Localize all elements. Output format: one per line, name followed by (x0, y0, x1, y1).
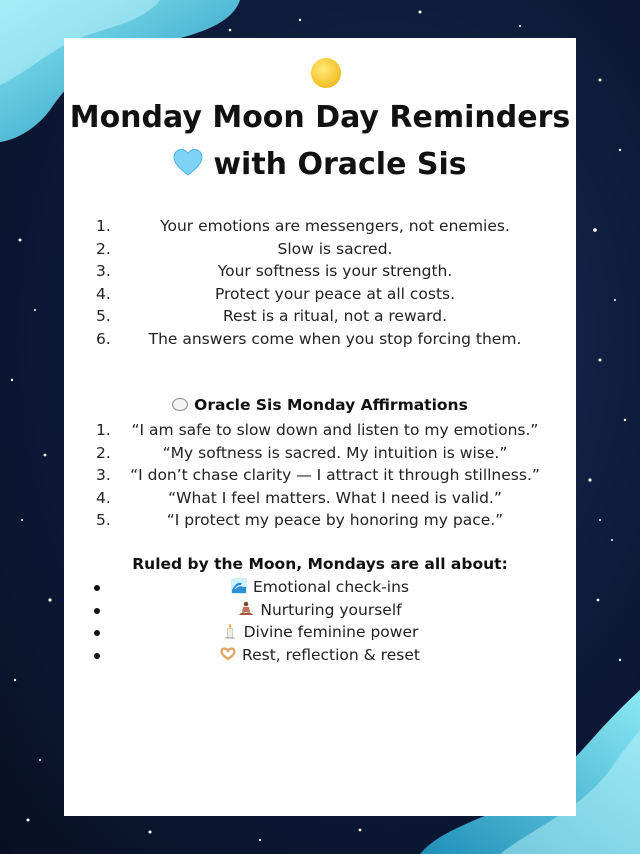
list-item (64, 328, 576, 351)
list-item (64, 576, 576, 599)
subtitle-text: with Oracle Sis (213, 147, 467, 182)
item-number: 5. (96, 307, 111, 326)
affirmations-heading-text: Oracle Sis Monday Affirmations (194, 396, 468, 414)
item-text: Protect your peace at all costs. (214, 284, 456, 303)
list-item (64, 260, 576, 283)
item-text: “My softness is sacred. My intuition is wise.” (162, 443, 508, 462)
candle-icon (222, 623, 238, 639)
list-item (64, 644, 576, 667)
ruled-heading: Ruled by the Moon, Mondays are all about: (132, 555, 508, 573)
reminders-list (64, 215, 576, 351)
item-text: Slow is sacred. (277, 239, 393, 258)
list-item (64, 487, 576, 510)
item-number: 2. (96, 443, 111, 462)
heart-hands-icon (220, 646, 236, 662)
page-title: Monday Moon Day Reminders (69, 100, 571, 135)
item-number: 4. (96, 488, 111, 507)
item-text: Rest, reflection & reset (242, 645, 420, 664)
list-item (64, 464, 576, 487)
item-text: “I don’t chase clarity — I attract it through stillness.” (130, 466, 540, 485)
item-number: 2. (96, 239, 111, 258)
item-text: Divine feminine power (243, 623, 419, 642)
bullet-dot (94, 630, 100, 636)
list-item (64, 509, 576, 532)
meditating-person-icon (238, 601, 254, 617)
bullet-dot (94, 653, 100, 659)
affirmations-list (64, 419, 576, 532)
item-number: 3. (96, 466, 111, 485)
bullet-dot (94, 608, 100, 614)
item-number: 3. (96, 262, 111, 281)
bullet-dot (94, 585, 100, 591)
list-item (64, 419, 576, 442)
item-text: Your emotions are messengers, not enemies. (160, 217, 510, 235)
list-item (64, 621, 576, 644)
list-item (64, 305, 576, 328)
item-text: “I protect my peace by honoring my pace.” (166, 511, 504, 530)
thought-bubble-icon (172, 398, 188, 411)
list-item (64, 599, 576, 622)
wave-icon (231, 578, 247, 594)
page-subtitle (64, 145, 576, 185)
item-text: Emotional check-ins (253, 578, 409, 596)
item-number: 4. (96, 284, 111, 303)
item-text: “What I feel matters. What I need is valid.” (168, 488, 502, 507)
item-text: Your softness is your strength. (217, 262, 453, 281)
blue-heart-icon (173, 148, 203, 178)
item-text: Rest is a ritual, not a reward. (222, 307, 447, 326)
list-item (64, 238, 576, 261)
about-list (64, 576, 576, 666)
item-number: 5. (96, 511, 111, 530)
item-text: The answers come when you stop forcing them. (148, 329, 522, 348)
item-text: Nurturing yourself (260, 600, 402, 619)
list-item (64, 283, 576, 306)
list-item (64, 215, 576, 238)
affirmations-heading (64, 396, 576, 414)
item-number: 1. (96, 421, 111, 439)
reminder-card (64, 38, 576, 816)
item-text: “I am safe to slow down and listen to my emotions.” (131, 421, 539, 439)
item-number: 1. (96, 217, 111, 235)
item-number: 6. (96, 329, 111, 348)
full-moon-icon (311, 58, 341, 88)
list-item (64, 442, 576, 465)
